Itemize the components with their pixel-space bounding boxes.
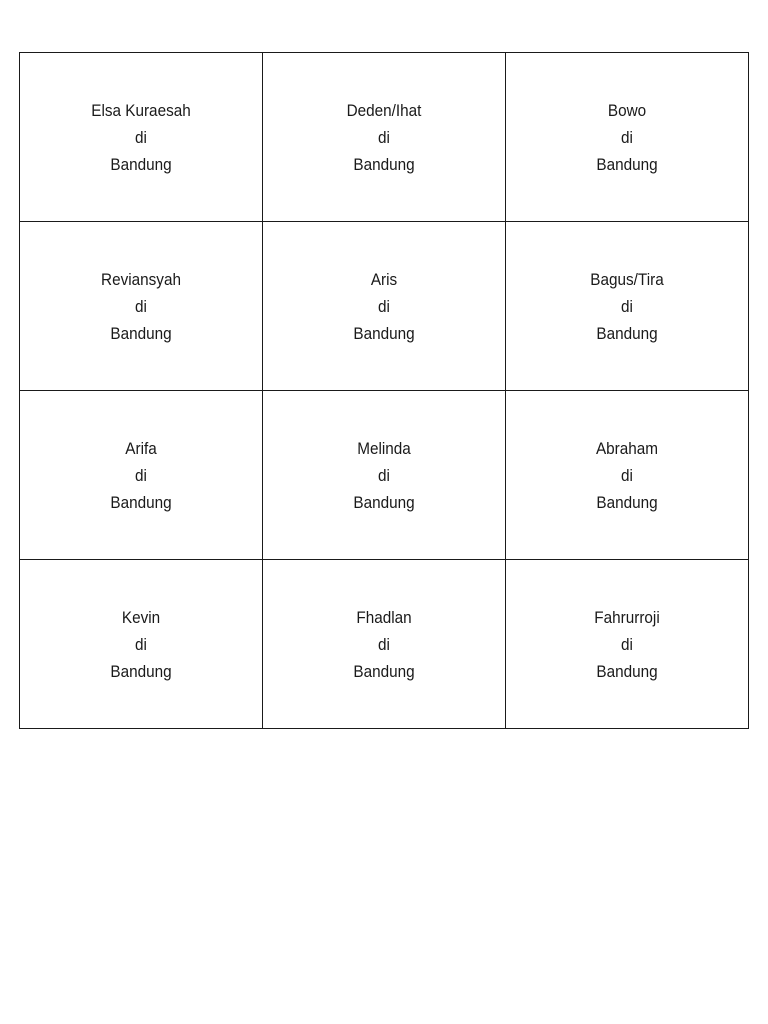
cell-city: Bandung (110, 661, 172, 681)
cell-preposition: di (135, 634, 147, 654)
cell-preposition: di (135, 465, 147, 485)
cell-preposition: di (378, 465, 390, 485)
cell-city: Bandung (596, 154, 658, 174)
cell-city: Bandung (596, 661, 658, 681)
cell-preposition: di (621, 127, 633, 147)
cell-city: Bandung (353, 154, 415, 174)
cell-preposition: di (621, 634, 633, 654)
cell-city: Bandung (110, 323, 172, 343)
cell-preposition: di (621, 465, 633, 485)
name-label-table (19, 52, 749, 729)
cell-preposition: di (378, 296, 390, 316)
cell-city: Bandung (353, 492, 415, 512)
table-cell (506, 391, 749, 560)
table-cell (506, 222, 749, 391)
cell-city: Bandung (353, 661, 415, 681)
cell-name: Aris (370, 269, 398, 289)
cell-name: Elsa Kuraesah (91, 100, 191, 120)
cell-name: Melinda (357, 438, 411, 458)
table-cell (20, 560, 263, 729)
cell-name: Bowo (607, 100, 647, 120)
cell-city: Bandung (596, 323, 658, 343)
table-row (20, 560, 749, 729)
table-cell (20, 53, 263, 222)
table-row (20, 391, 749, 560)
cell-name: Fhadlan (356, 607, 412, 627)
table-cell (506, 560, 749, 729)
cell-name: Fahrurroji (594, 607, 660, 627)
table-cell (506, 53, 749, 222)
cell-name: Bagus/Tira (590, 269, 664, 289)
cell-city: Bandung (110, 492, 172, 512)
cell-city: Bandung (110, 154, 172, 174)
cell-name: Reviansyah (101, 269, 181, 289)
cell-preposition: di (135, 127, 147, 147)
table-row (20, 53, 749, 222)
table-row (20, 222, 749, 391)
cell-preposition: di (135, 296, 147, 316)
cell-name: Arifa (125, 438, 157, 458)
cell-name: Deden/Ihat (346, 100, 422, 120)
cell-preposition: di (378, 127, 390, 147)
table-cell (263, 560, 506, 729)
table-cell (20, 391, 263, 560)
cell-name: Kevin (121, 607, 161, 627)
cell-preposition: di (378, 634, 390, 654)
cell-preposition: di (621, 296, 633, 316)
table-cell (263, 53, 506, 222)
table-cell (263, 222, 506, 391)
cell-city: Bandung (596, 492, 658, 512)
table-cell (20, 222, 263, 391)
table-cell (263, 391, 506, 560)
cell-city: Bandung (353, 323, 415, 343)
cell-name: Abraham (595, 438, 659, 458)
